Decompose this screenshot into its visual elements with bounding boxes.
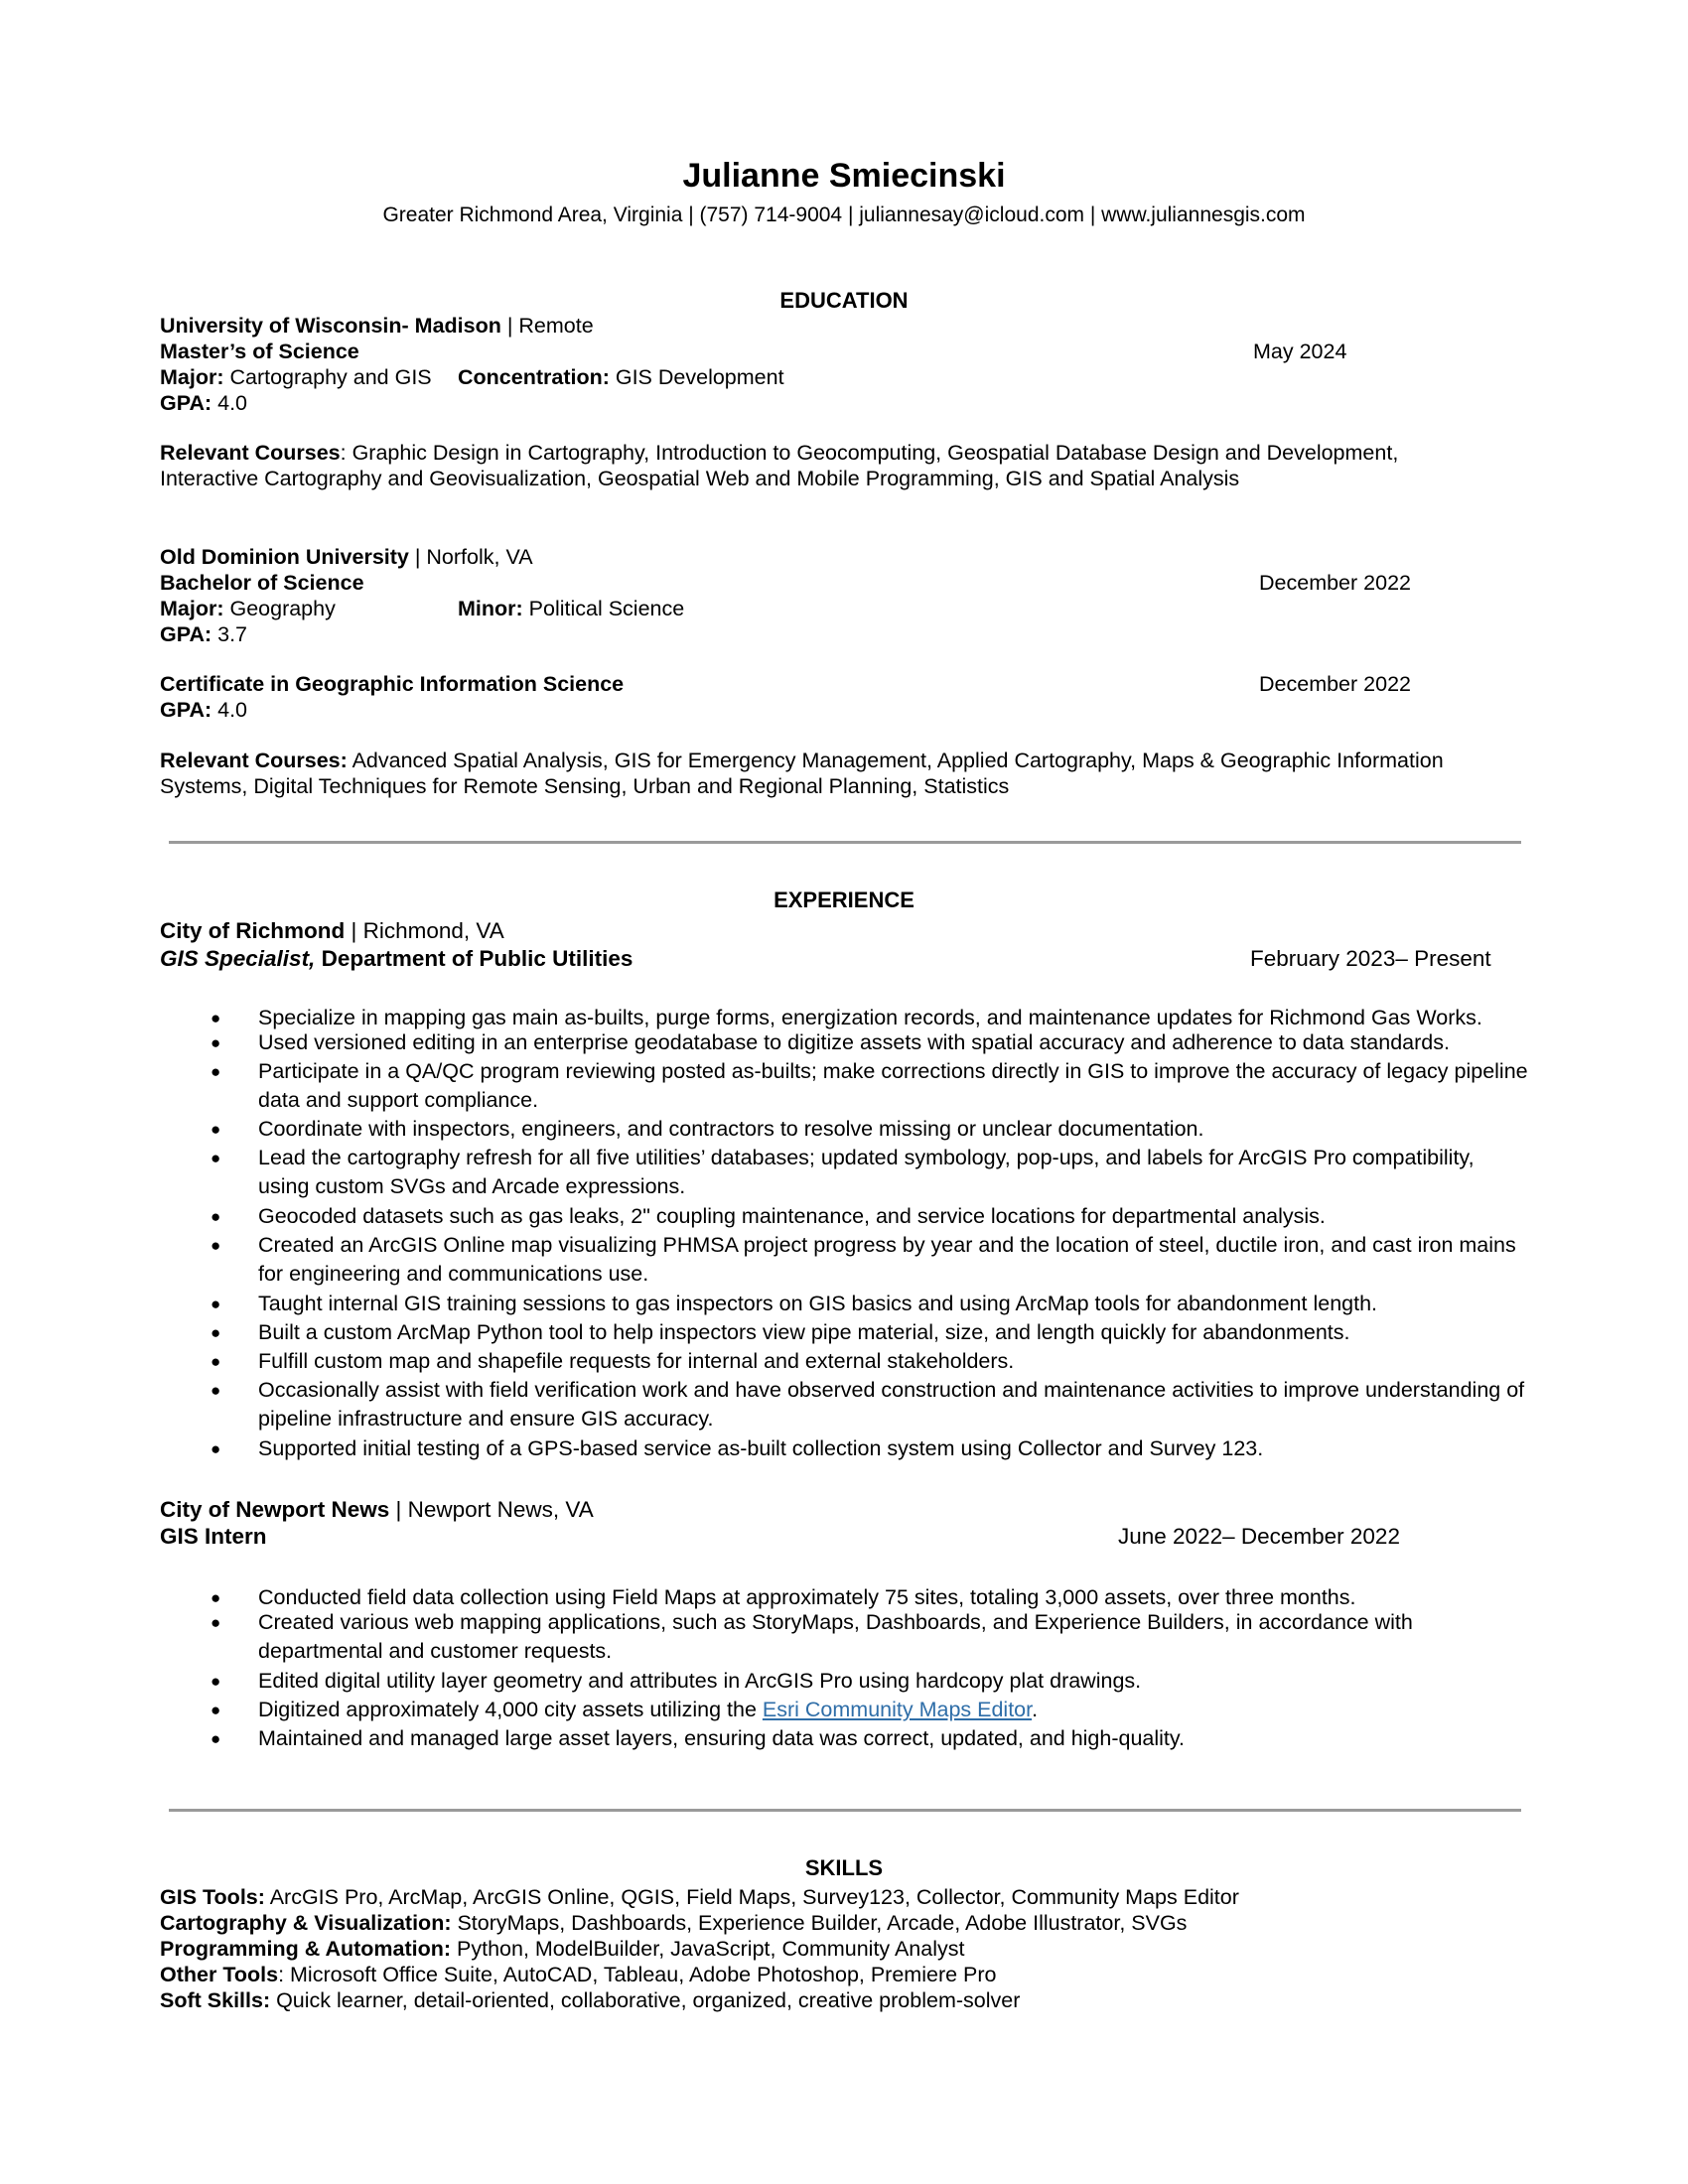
bullet-glyph: ●: [211, 1120, 221, 1139]
odu-school: Old Dominion University: [160, 545, 409, 569]
richmond-bullet: Fulfill custom map and shapefile requests for internal and external stakeholders.: [258, 1349, 1015, 1373]
uw-courses-1: : Graphic Design in Cartography, Introduction to Geocomputing, Geospatial Database Design and Development,: [340, 441, 1399, 465]
newport-bullet: Created various web mapping applications, such as StoryMaps, Dashboards, and Experience Builders, in accordance with departmental and customer requests.: [258, 1610, 1413, 1663]
odu-major-label: Major:: [160, 597, 224, 620]
skills-label: Programming & Automation:: [160, 1937, 452, 1961]
richmond-role: GIS Specialist,: [160, 946, 316, 971]
skills-row: [160, 1884, 1239, 1910]
skills-row: [160, 1962, 997, 1987]
odu-location: | Norfolk, VA: [408, 545, 533, 569]
richmond-location: | Richmond, VA: [345, 918, 504, 943]
bullet-glyph: ●: [211, 1672, 221, 1691]
bullet-glyph: ●: [211, 1033, 221, 1052]
skills-heading: SKILLS: [804, 1855, 884, 1880]
richmond-bullet: Coordinate with inspectors, engineers, and contractors to resolve missing or unclear documentation.: [258, 1117, 1204, 1141]
uw-gpa: 4.0: [211, 391, 248, 415]
odu-minor-label: Minor:: [458, 597, 523, 620]
uw-date: May 2024: [1253, 340, 1347, 363]
richmond-bullet: Specialize in mapping gas main as-builts, purge forms, energization records, and maintenance updates for Richmond Gas Works.: [258, 1006, 1482, 1029]
odu-gpa-line: [160, 621, 247, 647]
skills-value: : Microsoft Office Suite, AutoCAD, Tableau, Adobe Photoshop, Premiere Pro: [278, 1963, 997, 1986]
newport-date: June 2022– December 2022: [1118, 1524, 1400, 1549]
richmond-bullet: Created an ArcGIS Online map visualizing PHMSA project progress by year and the location of steel, ductile iron, and cast iron mains for engineering and communications use.: [258, 1233, 1516, 1286]
odu-major-line: [160, 596, 336, 621]
richmond-department: Department of Public Utilities: [315, 946, 633, 971]
experience-heading: EXPERIENCE: [774, 887, 914, 912]
skills-row: [160, 1987, 1020, 2013]
newport-bullet-text: Digitized approximately 4,000 city assets utilizing the: [258, 1698, 763, 1721]
contact-line: Greater Richmond Area, Virginia | (757) 714-9004 | juliannesay@icloud.com | www.juliannesgis.com: [382, 204, 1306, 226]
newport-bullet-suffix: .: [1032, 1698, 1039, 1721]
odu-gpa-label: GPA:: [160, 622, 212, 646]
bullet-glyph: ●: [211, 1236, 221, 1255]
uw-courses-label: Relevant Courses: [160, 441, 341, 465]
bullet-glyph: ●: [211, 1588, 221, 1607]
richmond-bullet: Taught internal GIS training sessions to gas inspectors on GIS basics and using ArcMap tools for abandonment length.: [258, 1292, 1378, 1315]
odu-certificate: Certificate in Geographic Information Science: [160, 672, 625, 696]
bullet-glyph: ●: [211, 1701, 221, 1719]
bullet-glyph: ●: [211, 1729, 221, 1748]
odu-cert-gpa-label: GPA:: [160, 698, 212, 722]
richmond-bullet: Lead the cartography refresh for all five utilities’ databases; updated symbology, pop-ups, and labels for ArcGIS Pro compatibility, using custom SVGs and Arcade expressions.: [258, 1146, 1475, 1198]
richmond-bullet: Participate in a QA/QC program reviewing posted as-builts; make corrections directly in GIS to improve the accuracy of legacy pipeline data and support compliance.: [258, 1059, 1528, 1112]
bullet-glyph: ●: [211, 1207, 221, 1226]
richmond-bullet: Occasionally assist with field verification work and have observed construction and maintenance activities to improve understanding of pipeline infrastructure and ensure GIS accuracy.: [258, 1378, 1525, 1431]
newport-role: GIS Intern: [160, 1524, 267, 1549]
bullet-glyph: ●: [211, 1613, 221, 1632]
uw-courses-line-1: [160, 440, 1398, 466]
uw-concentration: GIS Development: [609, 365, 784, 389]
bullet-glyph: ●: [211, 1009, 221, 1027]
odu-courses-line-1: [160, 748, 1444, 773]
odu-certificate-date: December 2022: [1259, 672, 1411, 696]
odu-gpa: 3.7: [211, 622, 248, 646]
skills-label: GIS Tools:: [160, 1885, 265, 1909]
odu-minor: Political Science: [522, 597, 685, 620]
richmond-date: February 2023– Present: [1250, 946, 1491, 971]
skills-value: StoryMaps, Dashboards, Experience Builder, Arcade, Adobe Illustrator, SVGs: [451, 1911, 1188, 1935]
newport-employer-line: [160, 1497, 594, 1523]
skills-label: Soft Skills:: [160, 1988, 271, 2012]
odu-courses-1: Advanced Spatial Analysis, GIS for Emergency Management, Applied Cartography, Maps & Geographic Information: [347, 749, 1444, 772]
richmond-bullet: Supported initial testing of a GPS-based service as-built collection system using Collector and Survey 123.: [258, 1436, 1264, 1460]
bullet-glyph: ●: [211, 1323, 221, 1342]
section-divider: [169, 841, 1521, 844]
uw-concentration-label: Concentration:: [458, 365, 610, 389]
bullet-glyph: ●: [211, 1149, 221, 1167]
uw-gpa-line: [160, 390, 247, 416]
bullet-glyph: ●: [211, 1062, 221, 1081]
newport-bullet: Conducted field data collection using Field Maps at approximately 75 sites, totaling 3,000 assets, over three months.: [258, 1585, 1356, 1609]
bullet-glyph: ●: [211, 1295, 221, 1313]
uw-gpa-label: GPA:: [160, 391, 212, 415]
newport-bullet: Edited digital utility layer geometry and attributes in ArcGIS Pro using hardcopy plat drawings.: [258, 1669, 1142, 1693]
odu-degree: Bachelor of Science: [160, 571, 364, 595]
richmond-bullet: Built a custom ArcMap Python tool to help inspectors view pipe material, size, and length quickly for abandonments.: [258, 1320, 1350, 1344]
odu-courses-line-2: Systems, Digital Techniques for Remote Sensing, Urban and Regional Planning, Statistics: [160, 774, 1010, 798]
odu-minor-line: [458, 596, 684, 621]
richmond-role-line: [160, 946, 633, 972]
resume-name: Julianne Smiecinski: [682, 157, 1006, 195]
skills-value: Quick learner, detail-oriented, collaborative, organized, creative problem-solver: [270, 1988, 1021, 2012]
education-heading: EDUCATION: [779, 288, 909, 313]
bullet-glyph: ●: [211, 1439, 221, 1458]
uw-location: | Remote: [500, 314, 594, 338]
skills-label: Other Tools: [160, 1963, 279, 1986]
richmond-bullet: Geocoded datasets such as gas leaks, 2" coupling maintenance, and service locations for departmental analysis.: [258, 1204, 1326, 1228]
bullet-glyph: ●: [211, 1381, 221, 1400]
odu-date: December 2022: [1259, 571, 1411, 595]
section-divider: [169, 1809, 1521, 1812]
uw-school-line: [160, 313, 594, 339]
newport-location: | Newport News, VA: [389, 1497, 594, 1522]
uw-major-label: Major:: [160, 365, 224, 389]
skills-label: Cartography & Visualization:: [160, 1911, 452, 1935]
skills-value: ArcGIS Pro, ArcMap, ArcGIS Online, QGIS, Field Maps, Survey123, Collector, Community Maps Editor: [264, 1885, 1239, 1909]
uw-school: University of Wisconsin- Madison: [160, 314, 501, 338]
skills-row: [160, 1910, 1187, 1936]
odu-cert-gpa: 4.0: [211, 698, 248, 722]
uw-concentration-line: [458, 364, 784, 390]
richmond-employer: City of Richmond: [160, 918, 346, 943]
uw-degree: Master’s of Science: [160, 340, 359, 363]
esri-community-maps-editor-link[interactable]: Esri Community Maps Editor: [762, 1698, 1033, 1721]
uw-major-line: [160, 364, 432, 390]
richmond-employer-line: [160, 918, 504, 944]
newport-bullet: Maintained and managed large asset layers, ensuring data was correct, updated, and high-quality.: [258, 1726, 1186, 1750]
richmond-bullet: Used versioned editing in an enterprise geodatabase to digitize assets with spatial accuracy and adherence to data standards.: [258, 1030, 1450, 1054]
uw-courses-line-2: Interactive Cartography and Geovisualization, Geospatial Web and Mobile Programming, GIS and Spatial Analysis: [160, 467, 1240, 490]
newport-bullet: [258, 1696, 1529, 1724]
skills-row: [160, 1936, 964, 1962]
uw-major: Cartography and GIS: [223, 365, 432, 389]
newport-employer: City of Newport News: [160, 1497, 390, 1522]
odu-school-line: [160, 544, 533, 570]
odu-major: Geography: [223, 597, 336, 620]
odu-cert-gpa-line: [160, 697, 247, 723]
skills-value: Python, ModelBuilder, JavaScript, Community Analyst: [451, 1937, 965, 1961]
odu-courses-label: Relevant Courses:: [160, 749, 348, 772]
bullet-glyph: ●: [211, 1352, 221, 1371]
